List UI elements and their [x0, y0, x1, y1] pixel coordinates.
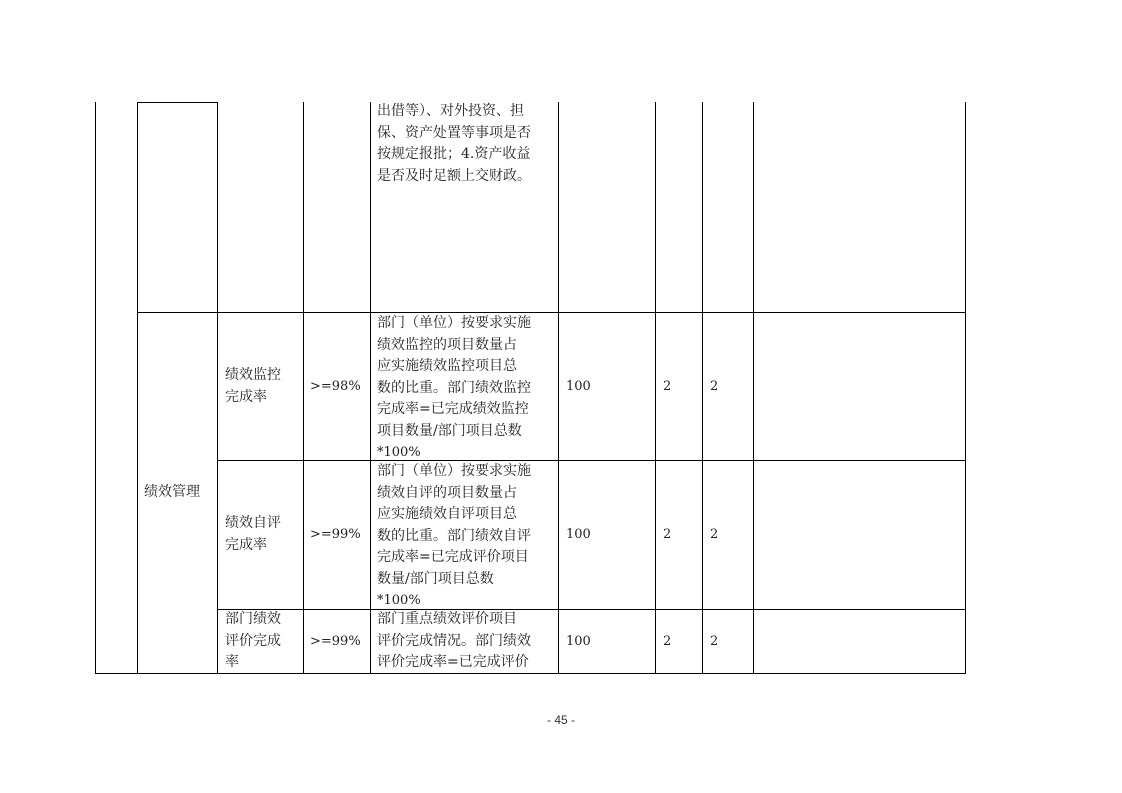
column-divider	[753, 102, 754, 674]
target-value: >=98%	[310, 379, 361, 394]
column-divider	[95, 102, 96, 674]
description-line: 评价完成情况。部门绩效	[377, 632, 531, 649]
row-divider	[218, 609, 966, 610]
target-value: >=99%	[310, 634, 361, 649]
column-divider	[558, 102, 559, 674]
actual-value: 100	[566, 379, 591, 394]
description-line: *100%	[377, 445, 421, 460]
description-line: 是否及时足额上交财政。	[377, 167, 531, 184]
indicator-line: 绩效监控	[225, 367, 281, 383]
description-line: 项目数量/部门项目总数	[377, 422, 522, 439]
description-line: 绩效监控的项目数量占	[377, 336, 517, 353]
description-line: 出借等）、对外投资、担	[377, 103, 524, 119]
indicator-description	[377, 609, 531, 674]
indicator-description	[377, 313, 531, 464]
column-divider	[217, 102, 218, 674]
score-value: 2	[710, 634, 719, 649]
indicator-line: 完成率	[225, 388, 267, 405]
column-divider	[702, 102, 703, 674]
column-divider	[370, 102, 371, 674]
column-divider	[965, 102, 966, 674]
description-line: 应实施绩效自评项目总	[377, 506, 517, 522]
description-line: 部门重点绩效评价项目	[377, 611, 517, 627]
indicator-line: 绩效自评	[225, 515, 281, 531]
score-value: 2	[710, 527, 719, 542]
description-line: 部门（单位）按要求实施	[377, 315, 531, 331]
column-divider	[303, 102, 304, 674]
indicator-line: 率	[225, 654, 239, 670]
description-line: 完成率=已完成评价项目	[377, 549, 529, 565]
description-line: 数的比重。部门绩效监控	[377, 379, 531, 396]
row-divider	[218, 460, 966, 461]
actual-value: 100	[566, 634, 591, 649]
column-divider	[137, 102, 138, 674]
weight-value: 2	[663, 634, 672, 649]
indicator-name	[225, 513, 281, 556]
description-line: *100%	[377, 593, 421, 608]
indicator-line: 评价完成	[225, 632, 281, 649]
weight-value: 2	[663, 527, 672, 542]
indicator-description	[377, 461, 531, 612]
description-line: 完成率=已完成绩效监控	[377, 401, 529, 417]
indicator-name	[225, 365, 281, 408]
weight-value: 2	[663, 379, 672, 394]
indicator-line: 完成率	[225, 536, 267, 553]
row-divider	[137, 102, 218, 103]
continued-description	[377, 101, 531, 187]
column-divider	[655, 102, 656, 674]
description-line: 保、资产处置等事项是否	[377, 124, 531, 141]
indicator-line: 部门绩效	[225, 611, 281, 627]
description-line: 评价完成率=已完成评价	[377, 654, 529, 670]
indicator-name	[225, 609, 281, 674]
page-number: - 45 -	[546, 713, 575, 727]
target-value: >=99%	[310, 527, 361, 542]
group-label: 绩效管理	[144, 484, 200, 500]
description-line: 数的比重。部门绩效自评	[377, 527, 531, 544]
row-divider	[137, 312, 966, 313]
description-line: 按规定报批；4.资产收益	[377, 146, 531, 162]
description-line: 数量/部门项目总数	[377, 570, 494, 587]
description-line: 部门（单位）按要求实施	[377, 463, 531, 479]
actual-value: 100	[566, 527, 591, 542]
description-line: 绩效自评的项目数量占	[377, 484, 517, 501]
description-line: 应实施绩效监控项目总	[377, 358, 517, 374]
score-value: 2	[710, 379, 719, 394]
